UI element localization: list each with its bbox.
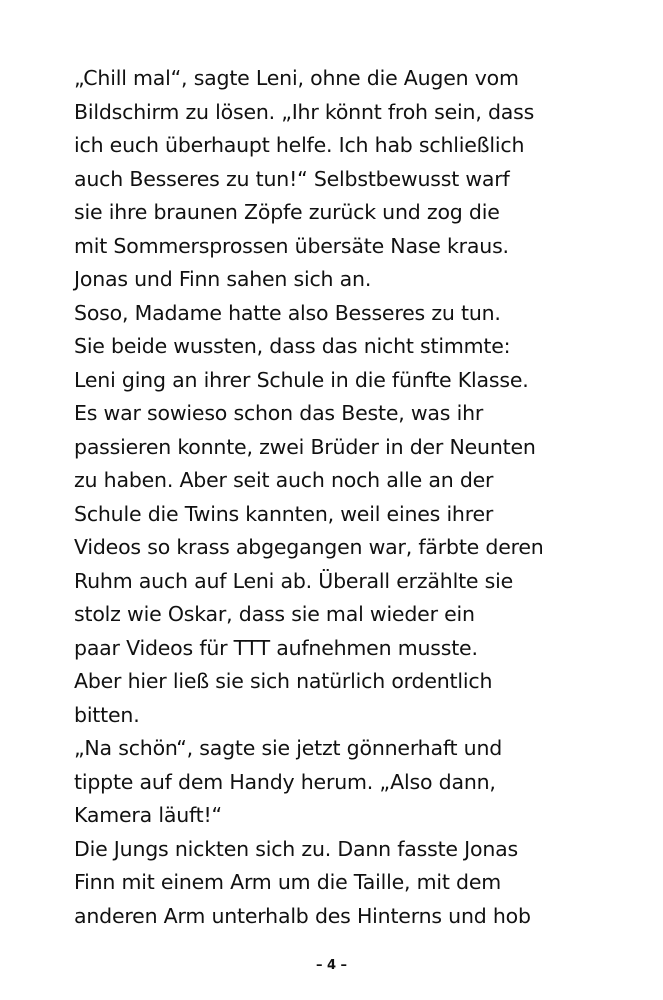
text-line: sie ihre braunen Zöpfe zurück und zog die (74, 200, 500, 224)
body-text (74, 62, 634, 933)
text-line: auch Besseres zu tun!“ Selbstbewusst warf (74, 166, 510, 191)
text-line: paar Videos für TTT aufnehmen musste. (74, 635, 478, 660)
text-line: Bildschirm zu lösen. „Ihr könnt froh sein, dass (74, 99, 535, 124)
text-line: Videos so krass abgegangen war, färbte deren (74, 535, 544, 559)
text-line: Sie beide wussten, dass das nicht stimmte: (74, 334, 511, 358)
text-line: Soso, Madame hatte also Besseres zu tun. (74, 300, 501, 325)
text-line: Jonas und Finn sahen sich an. (74, 267, 372, 291)
text-line: Ruhm auch auf Leni ab. Überall erzählte sie (74, 568, 514, 593)
text-line: Leni ging an ihrer Schule in die fünfte Klasse. (74, 367, 529, 392)
text-line: Schule die Twins kannten, weil eines ihrer (74, 501, 494, 526)
text-line: Finn mit einem Arm um die Taille, mit dem (74, 870, 502, 894)
text-line: Aber hier ließ sie sich natürlich ordentlich (74, 669, 493, 693)
text-line: anderen Arm unterhalb des Hinterns und hob (74, 903, 531, 928)
text-line: Die Jungs nickten sich zu. Dann fasste Jonas (74, 836, 518, 861)
text-line: bitten. (74, 702, 140, 727)
text-line: passieren konnte, zwei Brüder in der Neunten (74, 434, 536, 459)
text-line: zu haben. Aber seit auch noch alle an der (74, 468, 494, 492)
text-line: mit Sommersprossen übersäte Nase kraus. (74, 233, 509, 258)
text-line: Es war sowieso schon das Beste, was ihr (74, 401, 484, 425)
page-number: – 4 – (315, 958, 348, 973)
text-line: ich euch überhaupt helfe. Ich hab schließlich (74, 133, 525, 157)
text-line: „Na schön“, sagte sie jetzt gönnerhaft und (74, 736, 503, 760)
text-line: „Chill mal“, sagte Leni, ohne die Augen vom (74, 66, 519, 90)
text-line: tippte auf dem Handy herum. „Also dann, (74, 769, 496, 794)
text-line: Kamera läuft!“ (74, 803, 222, 827)
text-line: stolz wie Oskar, dass sie mal wieder ein (74, 602, 475, 626)
